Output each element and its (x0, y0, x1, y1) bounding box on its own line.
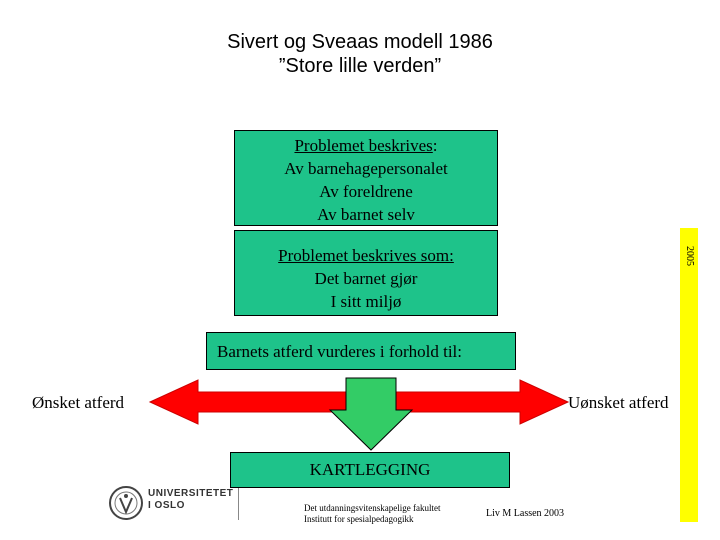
mapping-text: KARTLEGGING (309, 460, 431, 479)
box1-heading: Problemet beskrives (294, 136, 433, 155)
logo-divider (238, 488, 239, 520)
box1-heading-colon: : (432, 136, 438, 155)
university-seal-icon (108, 484, 144, 522)
box2-heading: Problemet beskrives som: (278, 246, 454, 265)
university-logo-text (148, 488, 233, 512)
faculty-line-1: Det utdanningsvitenskapelige fakultet (304, 503, 441, 513)
page-title: Sivert og Sveaas modell 1986 (227, 31, 493, 53)
undesired-behavior-label: Uønsket atferd (568, 393, 669, 412)
university-logo-line-2: I OSLO (148, 500, 185, 511)
sidebar-year: 2005 (684, 246, 695, 266)
desired-behavior-label: Ønsket atferd (32, 393, 125, 412)
faculty-line-2: Institutt for spesialpedagogikk (304, 514, 414, 524)
mapping-box (230, 452, 510, 488)
page-subtitle: ”Store lille verden” (278, 55, 442, 77)
box1-line-3: Av barnet selv (317, 205, 415, 224)
assessment-text: Barnets atferd vurderes i forhold til: (217, 342, 463, 361)
down-arrow (330, 378, 412, 450)
university-logo-line-1: UNIVERSITETET (148, 488, 234, 499)
faculty-text (304, 503, 440, 525)
box2-line-1: Det barnet gjør (314, 269, 418, 288)
author-text: Liv M Lassen 2003 (486, 508, 565, 519)
box1-line-1: Av barnehagepersonalet (284, 159, 448, 178)
box1-line-2: Av foreldrene (319, 182, 413, 201)
box2-line-2: I sitt miljø (330, 292, 402, 311)
